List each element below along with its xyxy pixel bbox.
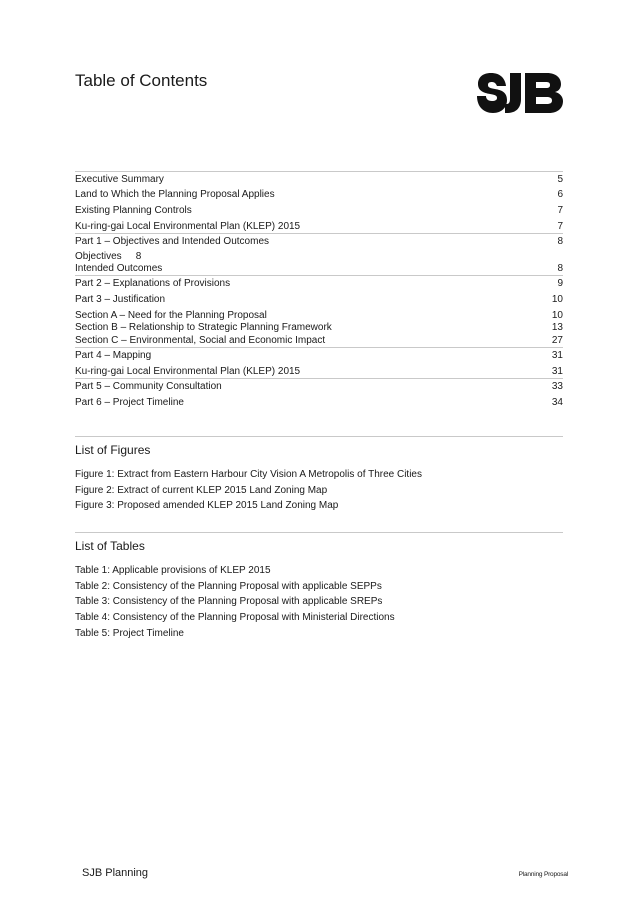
toc-entry-page: 31: [551, 350, 563, 361]
table-item[interactable]: Table 3: Consistency of the Planning Proposal with applicable SREPs: [75, 596, 383, 608]
toc-entry-label: Part 1 – Objectives and Intended Outcomes: [75, 236, 269, 247]
toc-entry-label: Intended Outcomes: [75, 263, 163, 274]
toc-entry-page: 7: [557, 205, 563, 216]
figure-item[interactable]: Figure 1: Extract from Eastern Harbour City Vision A Metropolis of Three Cities: [75, 469, 422, 480]
toc-entry-page: 10: [551, 310, 563, 321]
toc-entry-label: Part 2 – Explanations of Provisions: [75, 278, 231, 289]
toc-entry[interactable]: [75, 347, 563, 364]
toc-entry[interactable]: [75, 233, 563, 250]
toc-entry-label: Part 3 – Justification: [75, 294, 166, 305]
toc-entry-page: 9: [557, 278, 563, 289]
toc-entry[interactable]: [75, 171, 563, 188]
page-title: Table of Contents: [75, 71, 208, 90]
toc-entry-page: 34: [551, 397, 563, 408]
toc-entry[interactable]: [75, 378, 563, 395]
toc-entry-label: Land to Which the Planning Proposal Applies: [75, 189, 275, 200]
list-of-tables: [75, 532, 563, 642]
figure-item[interactable]: Figure 2: Extract of current KLEP 2015 Land Zoning Map: [75, 484, 328, 496]
toc-entry-page: 7: [557, 221, 563, 232]
toc-entry-page: 10: [551, 294, 563, 305]
toc-entry-label: Existing Planning Controls: [75, 205, 192, 216]
sjb-logo: [477, 72, 563, 114]
list-of-figures-heading: List of Figures: [75, 436, 563, 461]
toc-entry-page: 13: [551, 322, 563, 333]
toc-entry-label: Section A – Need for the Planning Proposal: [75, 310, 267, 321]
toc-entry-label: Section C – Environmental, Social and Economic Impact: [75, 335, 326, 346]
table-item[interactable]: Table 2: Consistency of the Planning Proposal with applicable SEPPs: [75, 580, 382, 592]
footer-document-name: Planning Proposal: [518, 871, 568, 878]
toc-entry-label: Section B – Relationship to Strategic Planning Framework: [75, 322, 332, 333]
toc-entry-label: Ku-ring-gai Local Environmental Plan (KLEP) 2015: [75, 221, 301, 232]
toc-entry-label: Part 6 – Project Timeline: [75, 397, 184, 408]
toc-entry-page: 8: [135, 251, 142, 262]
toc-entry-label: Objectives: [75, 251, 122, 262]
table-item[interactable]: Table 1: Applicable provisions of KLEP 2015: [75, 565, 271, 576]
toc-entry-page: 8: [557, 236, 563, 247]
list-of-tables-heading: List of Tables: [75, 532, 563, 557]
toc-entry[interactable]: [75, 275, 563, 292]
toc-entry-label: Part 5 – Community Consultation: [75, 381, 222, 392]
table-item[interactable]: Table 4: Consistency of the Planning Proposal with Ministerial Directions: [75, 612, 395, 624]
toc-entry-label: Executive Summary: [75, 174, 164, 185]
list-of-figures: [75, 436, 563, 514]
toc-entry-label: Part 4 – Mapping: [75, 350, 152, 361]
figure-item[interactable]: Figure 3: Proposed amended KLEP 2015 Land Zoning Map: [75, 500, 339, 512]
toc-entry-page: 31: [551, 366, 563, 377]
table-item[interactable]: Table 5: Project Timeline: [75, 627, 184, 639]
toc-entry-page: 6: [557, 189, 563, 200]
toc-entry-page: 33: [551, 381, 563, 392]
toc-entry-page: 5: [557, 174, 563, 185]
footer-company: SJB Planning: [82, 867, 149, 879]
toc-entry-page: 8: [557, 263, 563, 274]
toc-entry-label: Ku-ring-gai Local Environmental Plan (KLEP) 2015: [75, 366, 301, 377]
toc-entry-page: 27: [551, 335, 563, 346]
